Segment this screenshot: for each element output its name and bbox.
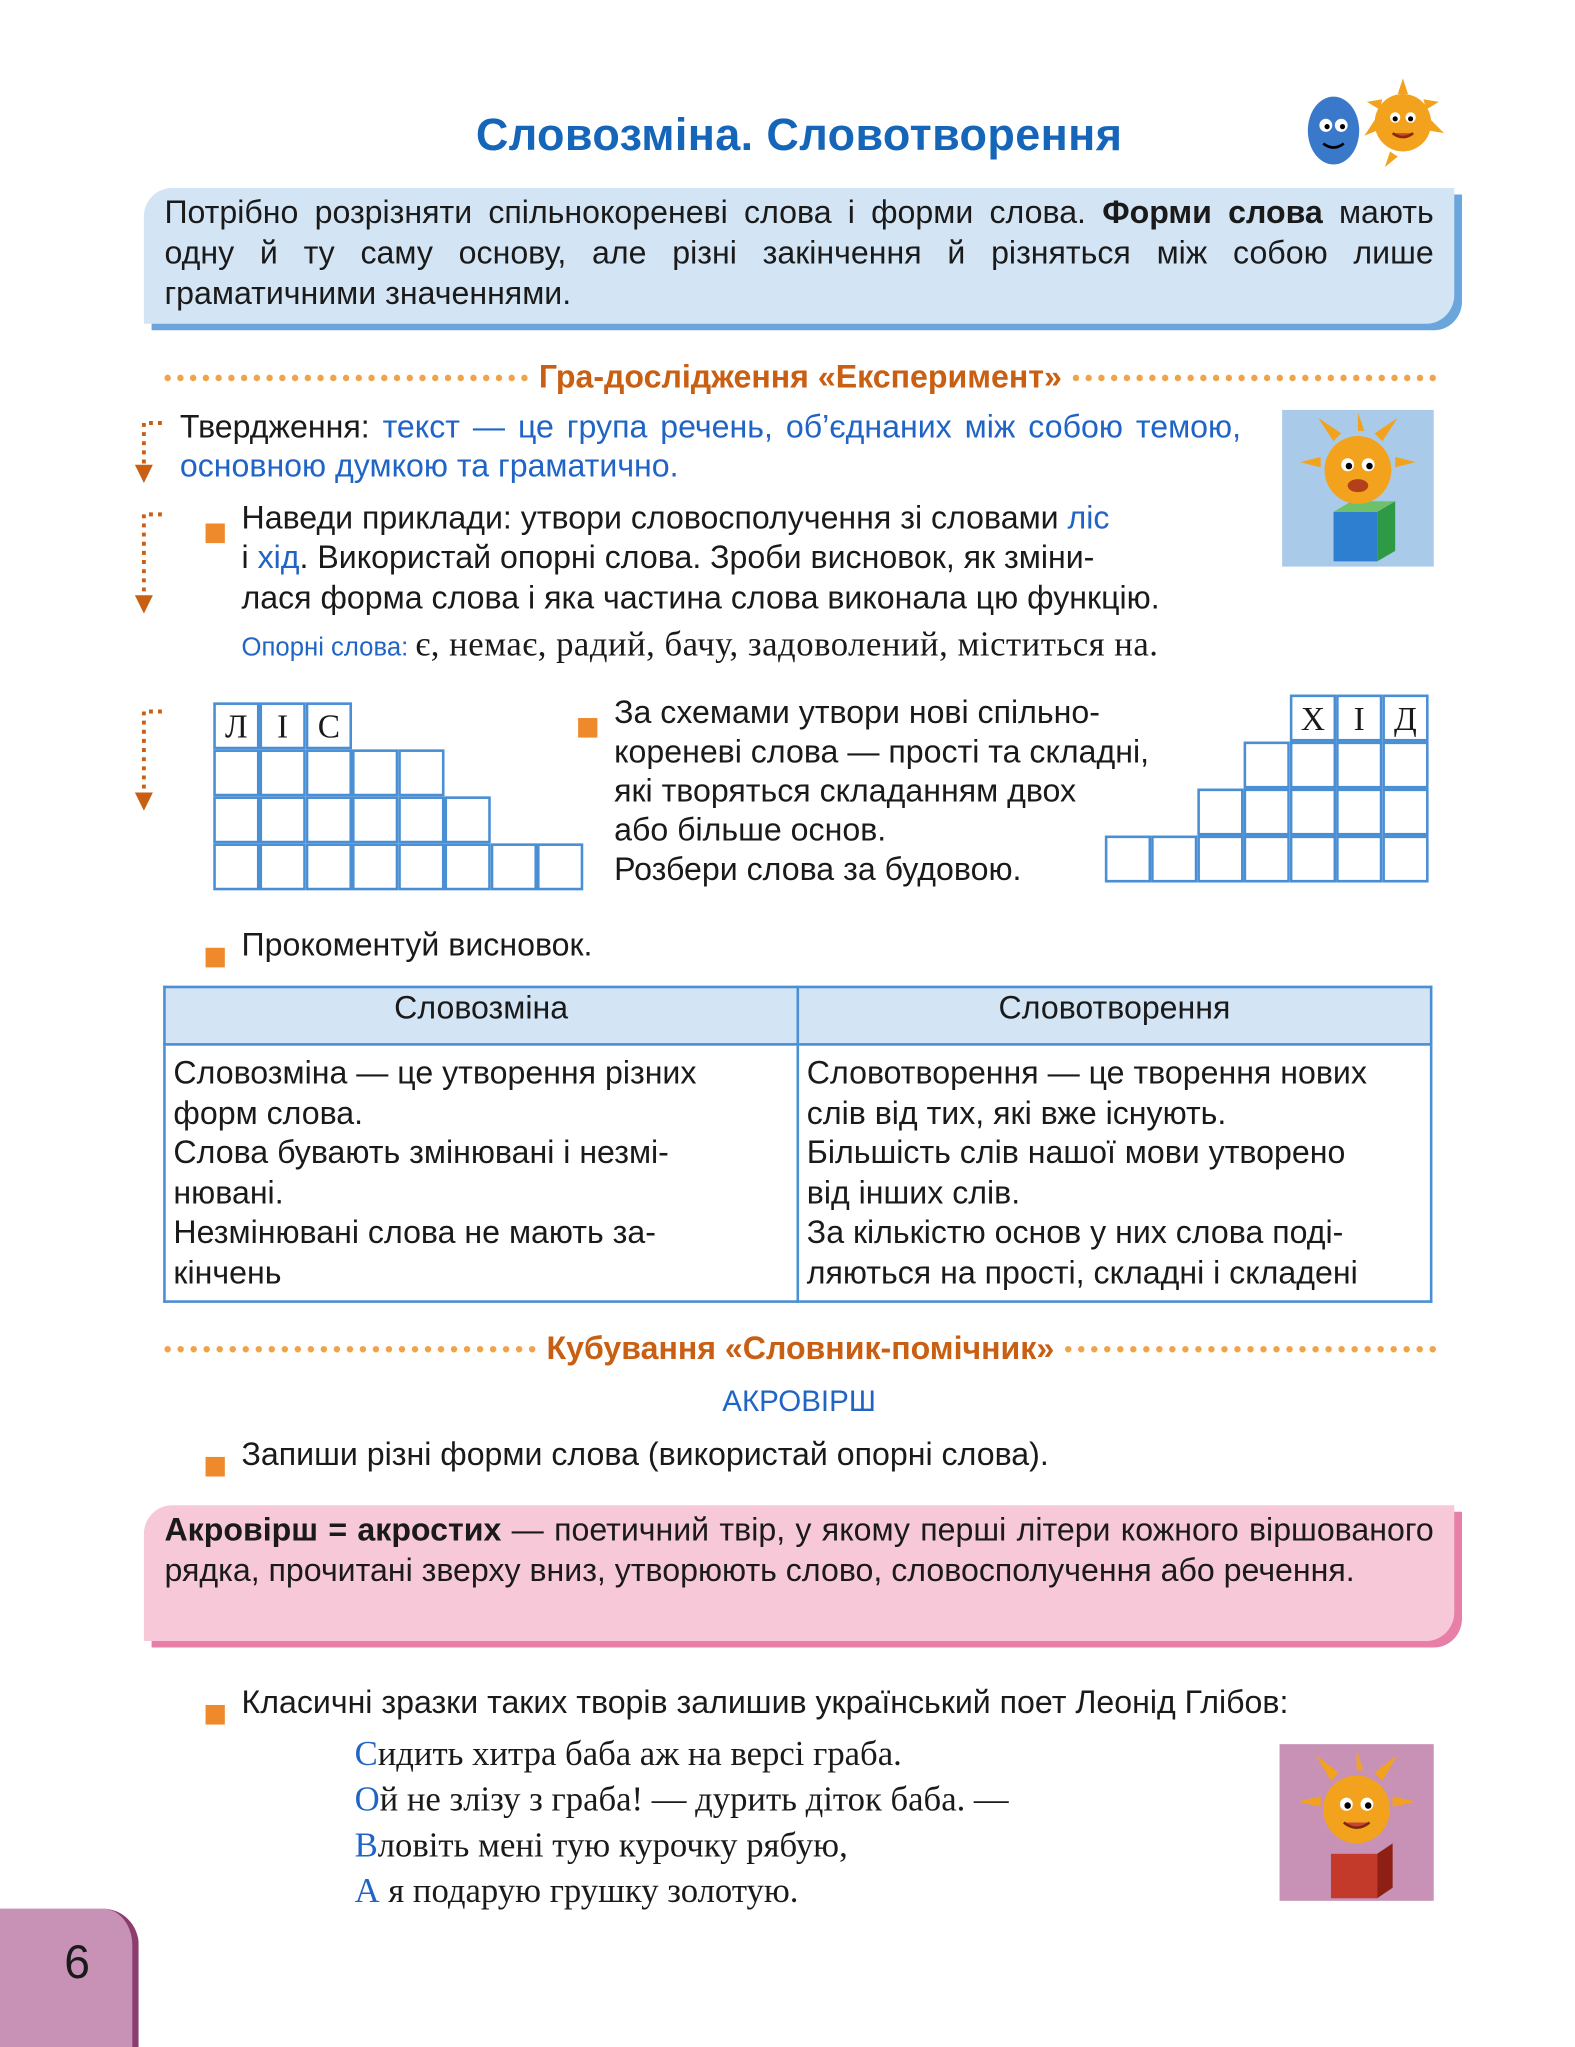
dotted-divider: [164, 1345, 536, 1352]
task1-cont: [242, 538, 1244, 577]
rule-term: Форми слова: [1102, 194, 1323, 232]
grid-empty-cell: [306, 796, 352, 843]
bullet: [578, 708, 597, 747]
grid-empty-cell: [213, 843, 259, 890]
grid-empty-cell: [213, 796, 259, 843]
down-arrow-icon: [134, 512, 165, 619]
grid-empty-cell: [1105, 836, 1151, 883]
mascot-sun-icon: [1282, 410, 1434, 567]
bullet: [206, 513, 225, 552]
section-title: Гра-дослідження «Експеримент»: [538, 358, 1062, 395]
poem: [355, 1731, 1009, 1914]
grid-empty-cell: [398, 843, 444, 890]
statement-text: текст — це група речень, об’єднаних між собою темою, основною думкою та граматично.: [179, 408, 1242, 485]
dotted-divider: [164, 374, 528, 381]
task1-part3-a: . Використай опорні слова. Зроби висновок, як зміни-: [299, 539, 1095, 576]
statement: [180, 407, 1241, 485]
task1-word2: хід: [257, 539, 300, 576]
task1-line3: лася форма слова і яка частина слова виконала цю функцію.: [241, 579, 1160, 617]
grid-letter-cell: С: [306, 702, 352, 749]
akroversh-heading: АКРОВІРШ: [722, 1383, 876, 1418]
grid-empty-cell: [1382, 836, 1428, 883]
grid-empty-cell: [260, 796, 306, 843]
grid-empty-cell: [1382, 742, 1428, 789]
word-grid-lis: [213, 702, 591, 895]
grid-empty-cell: [537, 843, 583, 890]
grid-empty-cell: [491, 843, 537, 890]
grid-letter-cell: Х: [1290, 695, 1336, 742]
grid-empty-cell: [1197, 836, 1243, 883]
grid-empty-cell: [1336, 742, 1382, 789]
task1-part1: Наведи приклади: утвори словосполучення зі словами: [241, 500, 1068, 537]
task2-line: кореневі слова — прості та складні,: [614, 733, 1150, 771]
grid-empty-cell: [352, 749, 398, 796]
grid-empty-cell: [352, 843, 398, 890]
rule-lead: Потрібно розрізняти спільнокореневі слова і форми слова.: [164, 194, 1103, 232]
task1-part2: і: [241, 539, 258, 576]
grid-letter-cell: Д: [1382, 695, 1428, 742]
task1-word1: ліс: [1067, 500, 1110, 537]
dotted-divider: [1072, 374, 1436, 381]
section-title: Кубування «Словник-помічник»: [546, 1329, 1055, 1367]
task1: [242, 499, 1283, 538]
grid-empty-cell: [260, 843, 306, 890]
page-title: Словозміна. Словотворення: [475, 109, 1123, 161]
down-arrow-icon: [134, 709, 165, 816]
task4: Запиши різні форми слова (використай опорні слова).: [241, 1436, 1049, 1473]
mascot-sun-icon: [1280, 1744, 1434, 1901]
rule-box: [144, 188, 1454, 324]
mascot-with-cube-image: [1282, 410, 1434, 567]
dotted-divider: [1065, 1345, 1437, 1352]
task5: Класичні зразки таких творів залишив український поет Леонід Глібов:: [241, 1684, 1289, 1721]
grid-empty-cell: [1244, 742, 1290, 789]
support-words-label: Опорні слова:: [241, 633, 416, 662]
grid-empty-cell: [1290, 742, 1336, 789]
grid-empty-cell: [1244, 789, 1290, 836]
comparison-table: [163, 986, 1432, 1303]
bullet: [206, 1446, 225, 1485]
grid-letter-cell: І: [260, 702, 306, 749]
task2-line: Розбери слова за будовою.: [614, 851, 1022, 888]
acro-rest: — поетичний твір, у якому перші літери кожного віршованого рядка, прочитані зверху вниз, утворюють слово, словосполучення або речення.: [164, 1511, 1434, 1589]
grid-letter-cell: Л: [213, 702, 259, 749]
statement-label: Твердження:: [179, 408, 383, 446]
grid-empty-cell: [306, 843, 352, 890]
grid-empty-cell: [445, 796, 491, 843]
grid-empty-cell: [1382, 789, 1428, 836]
section-header-experiment: [164, 358, 1436, 397]
acro-term: Акровірш = акростих: [164, 1511, 502, 1549]
grid-empty-cell: [306, 749, 352, 796]
grid-empty-cell: [1244, 836, 1290, 883]
acrostic-rule-box: [144, 1505, 1454, 1641]
grid-empty-cell: [398, 796, 444, 843]
task3: Прокоментуй висновок.: [241, 926, 593, 964]
mascot-with-box-image: [1280, 1744, 1434, 1901]
table-header: Словозміна: [164, 987, 797, 1044]
grid-empty-cell: [213, 749, 259, 796]
table-header: Словотворення: [798, 987, 1431, 1044]
grid-empty-cell: [398, 749, 444, 796]
grid-empty-cell: [1336, 789, 1382, 836]
poem-line: Вловіть мені тую курочку рябую,: [354, 1825, 848, 1865]
page-number: 6: [64, 1934, 90, 1989]
grid-empty-cell: [445, 843, 491, 890]
grid-empty-cell: [352, 796, 398, 843]
section-header-dictionary: [164, 1329, 1436, 1368]
table-cell-word-formation: Словотворення — це творення нових слів від тих, які вже існують. Більшість слів нашої мови утворено від інших слів. За кількістю основ у них слова поді- ляються на прості, складні і складені: [798, 1044, 1431, 1301]
table-cell-word-change: Словозміна — це утворення різних форм слова. Слова бувають змінювані і незмі- нювані. Незмінювані слова не мають за- кінчень: [164, 1044, 797, 1301]
grid-empty-cell: [1197, 789, 1243, 836]
poem-line: Сидить хитра баба аж на версі граба.: [354, 1733, 902, 1773]
task2-line: які творяться складанням двох: [614, 772, 1077, 810]
rule-rest: мають одну й ту саму основу, але різні закінчення й різняться між собою лише граматичними значеннями.: [164, 194, 1434, 313]
poem-line: Ой не злізу з граба! — дурить діток баба. —: [354, 1779, 1009, 1819]
poem-line: А я подарую грушку золотую.: [354, 1870, 799, 1910]
bullet: [206, 1695, 225, 1734]
support-words: [242, 624, 1437, 664]
task2-line: або більше основ.: [614, 812, 887, 849]
grid-empty-cell: [260, 749, 306, 796]
grid-empty-cell: [1336, 836, 1382, 883]
word-grid-khid: [1105, 695, 1436, 888]
grid-letter-cell: І: [1336, 695, 1382, 742]
grid-empty-cell: [1290, 836, 1336, 883]
task2-line: За схемами утвори нові спільно-: [614, 694, 1100, 732]
grid-empty-cell: [1290, 789, 1336, 836]
grid-empty-cell: [1151, 836, 1197, 883]
down-arrow-icon: [134, 420, 165, 485]
bullet: [206, 937, 225, 976]
support-words-list: є, немає, радий, бачу, задоволений, міститься на.: [415, 624, 1159, 664]
